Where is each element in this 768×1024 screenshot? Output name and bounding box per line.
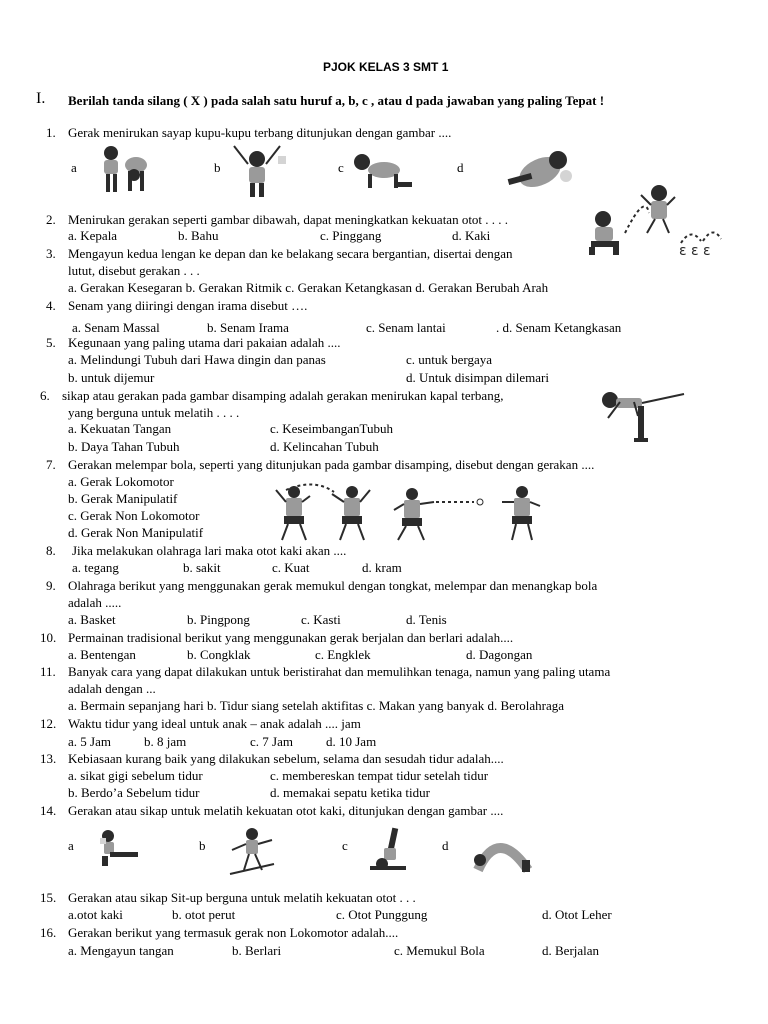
q10-text: Permainan tradisional berikut yang menggunakan gerak berjalan dan berlari adalah....	[68, 630, 514, 645]
q7-text: Gerakan melempar bola, seperti yang ditunjukan pada gambar disamping, disebut dengan gerakan ....	[68, 457, 595, 472]
q6-text-line2: yang berguna untuk melatih . . . .	[68, 405, 240, 420]
q12-option-d: d. 10 Jam	[326, 734, 377, 749]
q15-option-c: c. Otot Punggung	[336, 907, 428, 922]
page-title: PJOK KELAS 3 SMT 1	[323, 60, 449, 74]
instruction: Berilah tanda silang ( X ) pada salah satu huruf a, b, c , atau d pada jawaban yang paling Tepat !	[68, 93, 605, 108]
q11-text-line2: adalah dengan ...	[68, 681, 156, 696]
q1-number: 1.	[46, 125, 56, 140]
q4-option-a: a. Senam Massal	[72, 320, 160, 335]
q13-option-c: c. membereskan tempat tidur setelah tidur	[270, 768, 489, 783]
q8-text: Jika melakukan olahraga lari maka otot kaki akan ....	[72, 543, 347, 558]
q6-number: 6.	[40, 388, 50, 403]
q6-option-c: c. KeseimbanganTubuh	[270, 421, 394, 436]
q16-number: 16.	[40, 925, 57, 940]
q15-option-d: d. Otot Leher	[542, 907, 612, 922]
q7-option-c: c. Gerak Non Lokomotor	[68, 508, 200, 523]
q16-option-b: b. Berlari	[232, 943, 282, 958]
q16-option-c: c. Memukul Bola	[394, 943, 485, 958]
q16-text: Gerakan berikut yang termasuk gerak non Lokomotor adalah....	[68, 925, 399, 940]
q2-option-b: b. Bahu	[178, 228, 219, 243]
q9-text-line1: Olahraga berikut yang menggunakan gerak memukul dengan tongkat, melempar dan menangkap bola	[68, 578, 598, 593]
q4-number: 4.	[46, 298, 56, 313]
q10-number: 10.	[40, 630, 57, 645]
q15-option-b: b. otot perut	[172, 907, 236, 922]
girl-arms-raised-icon	[226, 142, 288, 198]
q4-text: Senam yang diiringi dengan irama disebut ….	[68, 298, 308, 313]
q14-label-c: c	[342, 838, 348, 853]
q2-option-d: d. Kaki	[452, 228, 491, 243]
q3-number: 3.	[46, 246, 56, 261]
q5-number: 5.	[46, 335, 56, 350]
q13-option-a: a. sikat gigi sebelum tidur	[68, 768, 203, 783]
airplane-balance-icon	[598, 388, 690, 444]
q6-text-line1: sikap atau gerakan pada gambar disamping adalah gerakan menirukan kapal terbang,	[62, 388, 504, 403]
q16-option-d: d. Berjalan	[542, 943, 600, 958]
q13-number: 13.	[40, 751, 57, 766]
q10-option-c: c. Engklek	[315, 647, 371, 662]
q15-number: 15.	[40, 890, 57, 905]
q12-option-a: a. 5 Jam	[68, 734, 111, 749]
q10-option-d: d. Dagongan	[466, 647, 533, 662]
q13-text: Kebiasaan kurang baik yang dilakukan sebelum, selama dan sesudah tidur adalah....	[68, 751, 504, 766]
q5-option-d: d. Untuk disimpan dilemari	[406, 370, 549, 385]
q12-option-c: c. 7 Jam	[250, 734, 293, 749]
q14-label-b: b	[199, 838, 206, 853]
q4-option-b: b. Senam Irama	[207, 320, 289, 335]
boy-squat-jump-icon	[585, 183, 725, 259]
q3-text-line1: Mengayun kedua lengan ke depan dan ke belakang secara bergantian, disertai dengan	[68, 246, 513, 261]
q14-text: Gerakan atau sikap untuk melatih kekuatan otot kaki, ditunjukan dengan gambar ....	[68, 803, 504, 818]
q1-label-c: c	[338, 160, 344, 175]
q8-option-c: c. Kuat	[272, 560, 310, 575]
q9-number: 9.	[46, 578, 56, 593]
back-bridge-icon	[468, 830, 538, 874]
q12-number: 12.	[40, 716, 57, 731]
q4-option-d: . d. Senam Ketangkasan	[496, 320, 622, 335]
q13-option-b: b. Berdo’a Sebelum tidur	[68, 785, 200, 800]
q7-option-a: a. Gerak Lokomotor	[68, 474, 174, 489]
section-number: I.	[36, 90, 46, 107]
q8-option-a: a. tegang	[72, 560, 119, 575]
q13-option-d: d. memakai sepatu ketika tidur	[270, 785, 430, 800]
q11-number: 11.	[40, 664, 56, 679]
q9-option-b: b. Pingpong	[187, 612, 250, 627]
q3-text-line2: lutut, disebut gerakan . . .	[68, 263, 200, 278]
q5-option-b: b. untuk dijemur	[68, 370, 155, 385]
q14-number: 14.	[40, 803, 57, 818]
q6-option-d: d. Kelincahan Tubuh	[270, 439, 379, 454]
q9-option-a: a. Basket	[68, 612, 116, 627]
q11-text-line1: Banyak cara yang dapat dilakukan untuk beristirahat dan memulihkan tenaga, namun yang paling utama	[68, 664, 611, 679]
q14-label-a: a	[68, 838, 74, 853]
sit-leg-stretch-icon	[96, 826, 142, 868]
q9-option-d: d. Tenis	[406, 612, 447, 627]
kids-bending-icon	[98, 143, 150, 196]
q8-option-b: b. sakit	[183, 560, 221, 575]
q5-option-a: a. Melindungi Tubuh dari Hawa dingin dan panas	[68, 352, 326, 367]
q1-text: Gerak menirukan sayap kupu-kupu terbang ditunjukan dengan gambar ....	[68, 125, 452, 140]
balance-walk-icon	[226, 826, 278, 878]
q7-option-b: b. Gerak Manipulatif	[68, 491, 178, 506]
q1-label-b: b	[214, 160, 221, 175]
q8-number: 8.	[46, 543, 56, 558]
q12-option-b: b. 8 jam	[144, 734, 187, 749]
child-rolling-icon	[500, 146, 578, 194]
q2-option-c: c. Pinggang	[320, 228, 382, 243]
q3-options: a. Gerakan Kesegaran b. Gerakan Ritmik c. Gerakan Ketangkasan d. Gerakan Berubah Arah	[68, 280, 549, 295]
q15-option-a: a.otot kaki	[68, 907, 123, 922]
q11-options: a. Bermain sepanjang hari b. Tidur siang setelah aktifitas c. Makan yang banyak d. Berolahraga	[68, 698, 565, 713]
q12-text: Waktu tidur yang ideal untuk anak – anak adalah .... jam	[68, 716, 361, 731]
q5-option-c: c. untuk bergaya	[406, 352, 493, 367]
q2-option-a: a. Kepala	[68, 228, 118, 243]
q7-number: 7.	[46, 457, 56, 472]
q2-number: 2.	[46, 212, 56, 227]
q7-option-d: d. Gerak Non Manipulatif	[68, 525, 204, 540]
svg-text:ε ε ε: ε ε ε	[679, 243, 711, 259]
q9-option-c: c. Kasti	[301, 612, 341, 627]
shoulder-stand-icon	[368, 826, 408, 872]
ball-throw-sequence-icon	[264, 480, 550, 542]
q6-option-a: a. Kekuatan Tangan	[68, 421, 172, 436]
q5-text: Kegunaan yang paling utama dari pakaian adalah ....	[68, 335, 341, 350]
q9-text-line2: adalah .....	[68, 595, 122, 610]
q2-text: Menirukan gerakan seperti gambar dibawah, dapat meningkatkan kekuatan otot . . . .	[68, 212, 509, 227]
q10-option-a: a. Bentengan	[68, 647, 136, 662]
q8-option-d: d. kram	[362, 560, 402, 575]
child-crawling-icon	[350, 150, 414, 190]
q16-option-a: a. Mengayun tangan	[68, 943, 174, 958]
q1-label-a: a	[71, 160, 77, 175]
q1-label-d: d	[457, 160, 464, 175]
q4-option-c: c. Senam lantai	[366, 320, 446, 335]
q14-label-d: d	[442, 838, 449, 853]
q6-option-b: b. Daya Tahan Tubuh	[68, 439, 180, 454]
q15-text: Gerakan atau sikap Sit-up berguna untuk melatih kekuatan otot . . .	[68, 890, 416, 905]
q10-option-b: b. Congklak	[187, 647, 251, 662]
